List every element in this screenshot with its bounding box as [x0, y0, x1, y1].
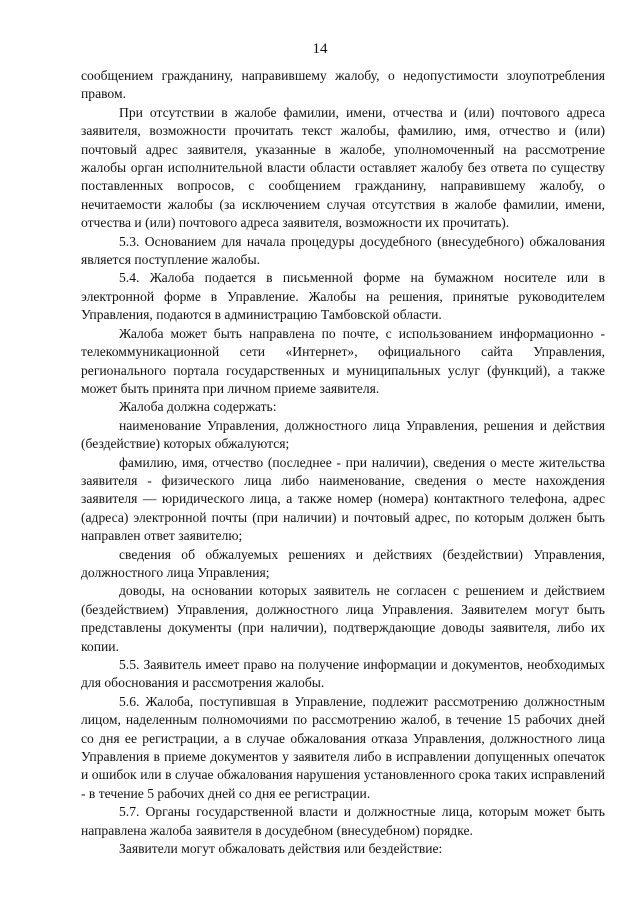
paragraph-missing-address: При отсутствии в жалобе фамилии, имени, отчества и (или) почтового адреса заявителя, возможности прочитать текст жалобы, фамилию, имя, отчество и (или) почтовый адрес заявителя, указанные в жалобе, уполномоченный на рассмотрение жалобы орган исполнительной власти области оставляет жалобу без ответа по существу поставленных вопросов, с сообщением гражданину, направившему жалобу, о нечитаемости жалобы (за исключением случая отсутствия в жалобе фамилии, имени, отчества и (или) почтового адреса заявителя, возможности их прочитать). — [81, 104, 605, 231]
paragraph-item-name: наименование Управления, должностного лица Управления, решения и действия (бездействие) которых обжалуются; — [81, 417, 605, 452]
paragraph-5-3: 5.3. Основанием для начала процедуры досудебного (внесудебного) обжалования является поступление жалобы. — [81, 233, 605, 268]
paragraph-continuation: сообщением гражданину, направившему жалобу, о недопустимости злоупотребления правом. — [81, 68, 605, 102]
paragraph-5-5: 5.5. Заявитель имеет право на получение информации и документов, необходимых для обоснования и рассмотрения жалобы. — [81, 657, 605, 691]
paragraph-5-4: 5.4. Жалоба подается в письменной форме на бумажном носителе или в электронной форме в Управление. Жалобы на решения, принятые руководителем Управления, подаются в администрацию Тамбовской области. — [81, 270, 605, 323]
page-number: 14 — [312, 41, 328, 57]
document-body — [81, 67, 605, 858]
paragraph-item-applicant: фамилию, имя, отчество (последнее - при наличии), сведения о месте жительства заявителя - физического лица либо наименование, сведения о месте нахождения заявителя — юридического лица, а также номер (номера) контактного телефона, адрес (адреса) электронной почты (при наличии) и почтовый адрес, по которым должен быть направлен ответ заявителю; — [81, 454, 605, 544]
paragraph-must-contain: Жалоба должна содержать: — [119, 399, 277, 415]
paragraph-item-decisions: сведения об обжалуемых решениях и действиях (бездействии) Управления, должностного лица Управления; — [81, 546, 605, 580]
paragraph-5-6: 5.6. Жалоба, поступившая в Управление, подлежит рассмотрению должностным лицом, наделенным полномочиями по рассмотрению жалоб, в течение 15 рабочих дней со дня ее регистрации, а в случае обжалования отказа Управления, должностного лица Управления в приеме документов у заявителя либо в исправлении допущенных опечаток и ошибок или в случае обжалования нарушения установленного срока таких исправлений - в течение 5 рабочих дней со дня ее регистрации. — [81, 693, 605, 801]
paragraph-item-arguments: доводы, на основании которых заявитель не согласен с решением и действием (бездействием) Управления, должностного лица Управления. Заявителем могут быть представлены документы (при наличии), подтверждающие доводы заявителя, либо их копии. — [81, 583, 605, 654]
paragraph-5-7: 5.7. Органы государственной власти и должностные лица, которым может быть направлена жалоба заявителя в досудебном (внесудебном) порядке. — [81, 804, 605, 838]
paragraph-appeal-actions: Заявители могут обжаловать действия или бездействие: — [119, 841, 443, 857]
paragraph-submission-methods: Жалоба может быть направлена по почте, с использованием информационно - телекоммуникационной сети «Интернет», официального сайта Управления, регионального портала государственных и муниципальных услуг (функций), а также может быть принята при личном приеме заявителя. — [81, 325, 605, 396]
